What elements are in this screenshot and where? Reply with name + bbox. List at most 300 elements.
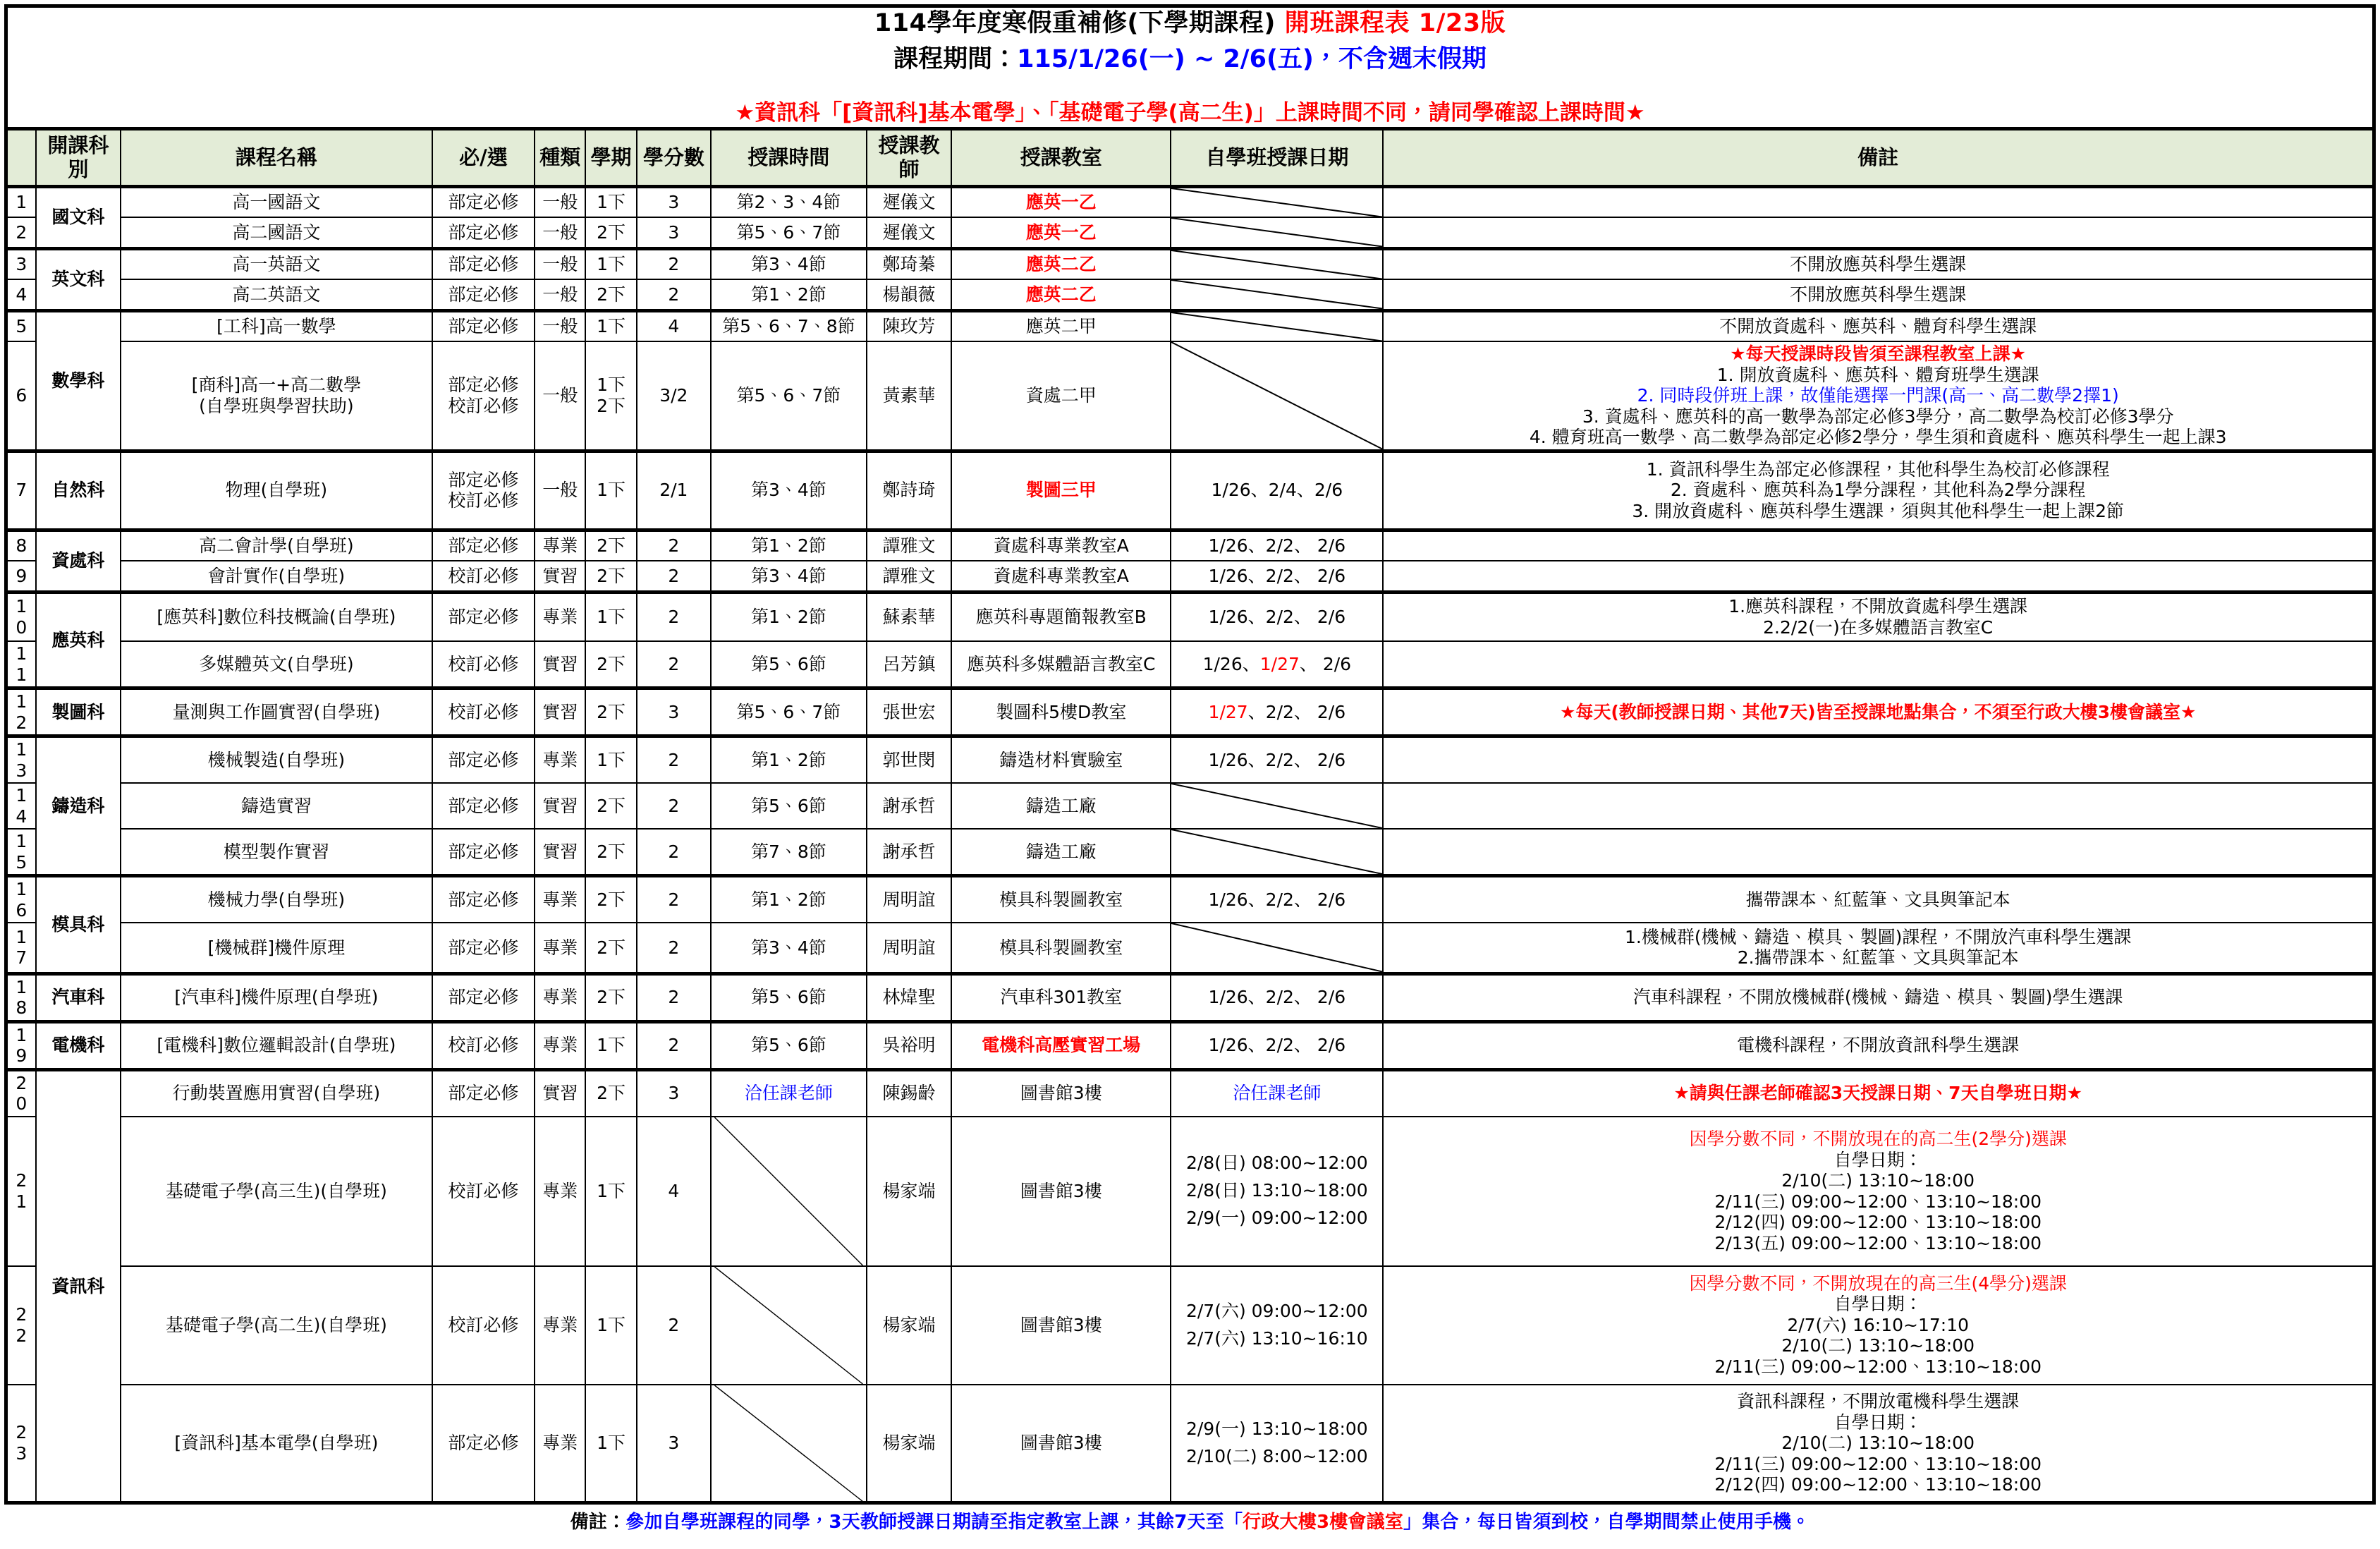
class-time-cell: 第5、6節 xyxy=(711,1021,867,1069)
column-header-class-time: 授課時間 xyxy=(711,129,867,186)
semester-cell: 1下 xyxy=(585,736,636,784)
self-study-dates-cell: 1/26、2/2、 2/6 xyxy=(1171,530,1383,561)
required-elective-cell: 部定必修 xyxy=(432,186,535,217)
table-row xyxy=(6,876,2374,923)
credits-cell: 4 xyxy=(637,310,711,341)
required-elective-cell: 部定必修 xyxy=(432,736,535,784)
course-name-cell: [資訊科]基本電學(自學班) xyxy=(121,1385,432,1503)
column-header-classroom: 授課教室 xyxy=(951,129,1171,186)
row-number: 8 xyxy=(6,530,36,561)
teacher-cell: 鄭琦蓁 xyxy=(867,248,951,279)
category-cell: 實習 xyxy=(535,1069,585,1117)
department-cell xyxy=(36,310,121,451)
remark-line: 不開放應英科學生選課 xyxy=(1790,284,1967,305)
self-study-dates-cell: 洽任課老師 xyxy=(1171,1069,1383,1117)
category-cell: 一般 xyxy=(535,186,585,217)
classroom-cell: 資處科專業教室A xyxy=(951,530,1171,561)
classroom-cell: 模具科製圖教室 xyxy=(951,876,1171,923)
row-number: 5 xyxy=(6,310,36,341)
column-header-required-elective: 必/選 xyxy=(432,129,535,186)
required-elective-cell: 校訂必修 xyxy=(432,1117,535,1266)
credits-cell: 2 xyxy=(637,1266,711,1385)
credits-cell: 2 xyxy=(637,530,711,561)
row-number: 4 xyxy=(6,279,36,310)
semester-cell: 2下 xyxy=(585,688,636,736)
self-study-dates-cell xyxy=(1171,1385,1383,1503)
class-time-cell: 第1、2節 xyxy=(711,876,867,923)
row-number: 16 xyxy=(6,876,36,923)
semester-cell: 2下 xyxy=(585,217,636,248)
title-line-2 xyxy=(11,45,2369,74)
class-time-cell xyxy=(711,1117,867,1266)
title-row xyxy=(6,6,2374,129)
remark-line: 2/13(五) 09:00~12:00、13:10~18:00 xyxy=(1714,1232,2042,1253)
column-header-department: 開課科別 xyxy=(36,129,121,186)
semester-cell: 2下 xyxy=(585,876,636,923)
remark-line: 2/11(三) 09:00~12:00、13:10~18:00 xyxy=(1714,1453,2042,1474)
semester-cell: 2下 xyxy=(585,923,636,973)
class-time-cell: 第7、8節 xyxy=(711,829,867,876)
credits-cell: 2 xyxy=(637,783,711,829)
course-name-cell: 高二國語文 xyxy=(121,217,432,248)
teacher-cell: 陳玫芳 xyxy=(867,310,951,341)
credits-cell: 2 xyxy=(637,1021,711,1069)
category-cell: 專業 xyxy=(535,876,585,923)
classroom-cell: 圖書館3樓 xyxy=(951,1069,1171,1117)
course-name-cell: [汽車科]機件原理(自學班) xyxy=(121,973,432,1021)
required-elective-cell: 部定必修 校訂必修 xyxy=(432,341,535,451)
self-study-dates-cell xyxy=(1171,279,1383,310)
class-time-cell: 第5、6節 xyxy=(711,641,867,688)
footer-text-part: 」集合，每日皆須到校，自學期間禁止使用手機。 xyxy=(1403,1512,1810,1533)
remark-line: 2/7(六) 16:10~17:10 xyxy=(1787,1314,1970,1335)
classroom-cell: 圖書館3樓 xyxy=(951,1385,1171,1503)
class-time-cell: 第5、6、7節 xyxy=(711,341,867,451)
category-cell: 一般 xyxy=(535,217,585,248)
semester-cell: 2下 xyxy=(585,641,636,688)
table-row xyxy=(6,973,2374,1021)
required-elective-cell: 部定必修 xyxy=(432,279,535,310)
category-cell: 一般 xyxy=(535,310,585,341)
classroom-cell: 應英二乙 xyxy=(951,248,1171,279)
self-study-date-part: 1/27 xyxy=(1208,701,1248,722)
self-study-date-line: 2/8(日) 13:10~18:00 xyxy=(1185,1180,1368,1201)
self-study-dates-cell: 1/26、2/2、 2/6 xyxy=(1171,736,1383,784)
classroom-cell: 鑄造工廠 xyxy=(951,783,1171,829)
footer-text-part: 參加自學班課程的同學，3天教師授課日期請至指定教室上課，其餘7天至「 xyxy=(625,1512,1243,1533)
column-header-self-study-dates: 自學班授課日期 xyxy=(1171,129,1383,186)
credits-cell: 4 xyxy=(637,1117,711,1266)
self-study-date-part: 、 2/6 xyxy=(1299,653,1352,674)
row-number: 13 xyxy=(6,736,36,784)
semester-cell: 1下 xyxy=(585,1021,636,1069)
self-study-dates-cell xyxy=(1171,641,1383,688)
department-cell xyxy=(36,451,121,530)
semester-cell: 2下 xyxy=(585,829,636,876)
department-cell xyxy=(36,186,121,248)
class-time-cell: 洽任課老師 xyxy=(711,1069,867,1117)
category-cell: 實習 xyxy=(535,561,585,592)
remark-line: 2/12(四) 09:00~12:00、13:10~18:00 xyxy=(1714,1474,2042,1495)
department-cell xyxy=(36,1021,121,1069)
department-label: 國文科 xyxy=(51,207,105,228)
column-header-no xyxy=(6,129,36,186)
classroom-cell: 圖書館3樓 xyxy=(951,1266,1171,1385)
remark-line: 電機科課程，不開放資訊科學生選課 xyxy=(1737,1035,2020,1056)
teacher-cell: 謝承哲 xyxy=(867,829,951,876)
remarks-cell xyxy=(1383,973,2374,1021)
course-name-cell: 模型製作實習 xyxy=(121,829,432,876)
required-elective-cell: 部定必修 xyxy=(432,310,535,341)
required-elective-cell: 部定必修 校訂必修 xyxy=(432,451,535,530)
semester-cell: 1下 2下 xyxy=(585,341,636,451)
table-row xyxy=(6,1117,2374,1266)
self-study-dates-cell xyxy=(1171,341,1383,451)
required-elective-cell: 部定必修 xyxy=(432,248,535,279)
credits-cell: 2 xyxy=(637,876,711,923)
teacher-cell: 蘇素華 xyxy=(867,592,951,641)
category-cell: 專業 xyxy=(535,1385,585,1503)
classroom-cell: 應英二乙 xyxy=(951,279,1171,310)
course-schedule-table xyxy=(4,4,2376,1505)
column-header-teacher: 授課教師 xyxy=(867,129,951,186)
class-time-cell: 第3、4節 xyxy=(711,923,867,973)
remarks-cell xyxy=(1383,451,2374,530)
remarks-cell xyxy=(1383,279,2374,310)
remarks-cell xyxy=(1383,592,2374,641)
table-row xyxy=(6,1385,2374,1503)
credits-cell: 3 xyxy=(637,688,711,736)
classroom-cell: 圖書館3樓 xyxy=(951,1117,1171,1266)
self-study-dates-cell xyxy=(1171,923,1383,973)
remarks-cell xyxy=(1383,248,2374,279)
course-name-cell: 行動裝置應用實習(自學班) xyxy=(121,1069,432,1117)
self-study-date-line: 2/8(日) 08:00~12:00 xyxy=(1185,1153,1368,1174)
remarks-cell xyxy=(1383,1021,2374,1069)
row-number: 7 xyxy=(6,451,36,530)
class-time-cell: 第5、6節 xyxy=(711,973,867,1021)
semester-cell: 1下 xyxy=(585,1385,636,1503)
credits-cell: 3 xyxy=(637,217,711,248)
required-elective-cell: 校訂必修 xyxy=(432,1021,535,1069)
classroom-cell: 應英科多媒體語言教室C xyxy=(951,641,1171,688)
self-study-date-line: 2/7(六) 09:00~12:00 xyxy=(1185,1300,1368,1321)
department-label: 英文科 xyxy=(51,269,105,290)
column-header-semester: 學期 xyxy=(585,129,636,186)
table-row xyxy=(6,1266,2374,1385)
self-study-dates-cell xyxy=(1171,783,1383,829)
required-elective-cell: 部定必修 xyxy=(432,592,535,641)
department-label: 資處科 xyxy=(51,550,105,571)
table-row xyxy=(6,279,2374,310)
remarks-cell xyxy=(1383,736,2374,784)
table-row xyxy=(6,736,2374,784)
semester-cell: 1下 xyxy=(585,310,636,341)
footer-text-part: 行政大樓3樓會議室 xyxy=(1243,1512,1404,1533)
self-study-dates-cell: 1/26、2/2、 2/6 xyxy=(1171,876,1383,923)
remark-line: 1.機械群(機械、鑄造、模具、製圖)課程，不開放汽車科學生選課 xyxy=(1624,926,2132,947)
self-study-dates-cell: 1/26、2/2、 2/6 xyxy=(1171,1021,1383,1069)
self-study-date-line: 2/10(二) 8:00~12:00 xyxy=(1185,1445,1368,1466)
classroom-cell: 應英一乙 xyxy=(951,217,1171,248)
semester-cell: 2下 xyxy=(585,530,636,561)
remark-line: 自學日期： xyxy=(1833,1149,1922,1170)
remark-line: 因學分數不同，不開放現在的高三生(4學分)選課 xyxy=(1689,1272,2067,1294)
category-cell: 一般 xyxy=(535,279,585,310)
remark-line: 自學日期： xyxy=(1833,1294,1922,1315)
department-cell xyxy=(36,876,121,974)
remark-line: 攜帶課本、紅藍筆、文具與筆記本 xyxy=(1745,889,2010,910)
department-label: 模具科 xyxy=(51,914,105,935)
remark-line: 2/10(二) 13:10~18:00 xyxy=(1781,1335,1975,1356)
self-study-date-part: 1/26、 xyxy=(1202,653,1260,674)
row-number: 23 xyxy=(6,1385,36,1503)
required-elective-cell: 部定必修 xyxy=(432,1385,535,1503)
class-time-cell: 第5、6、7節 xyxy=(711,217,867,248)
classroom-cell: 鑄造材料實驗室 xyxy=(951,736,1171,784)
teacher-cell: 楊家端 xyxy=(867,1266,951,1385)
column-header-remarks: 備註 xyxy=(1383,129,2374,186)
department-cell xyxy=(36,688,121,736)
remark-line: 因學分數不同，不開放現在的高二生(2學分)選課 xyxy=(1689,1129,2067,1150)
classroom-cell: 應英科專題簡報教室B xyxy=(951,592,1171,641)
title-main-text: 114學年度寒假重補修(下學期課程) xyxy=(874,9,1276,37)
category-cell: 一般 xyxy=(535,341,585,451)
remarks-cell xyxy=(1383,341,2374,451)
self-study-dates-cell: 1/26、2/4、2/6 xyxy=(1171,451,1383,530)
semester-cell: 2下 xyxy=(585,973,636,1021)
remarks-cell xyxy=(1383,530,2374,561)
course-name-cell: 基礎電子學(高二生)(自學班) xyxy=(121,1266,432,1385)
remark-line: 2/11(三) 09:00~12:00、13:10~18:00 xyxy=(1714,1356,2042,1377)
required-elective-cell: 校訂必修 xyxy=(432,641,535,688)
course-name-cell: 機械力學(自學班) xyxy=(121,876,432,923)
remarks-cell xyxy=(1383,876,2374,923)
category-cell: 實習 xyxy=(535,641,585,688)
class-time-cell: 第3、4節 xyxy=(711,248,867,279)
course-name-cell: 高二英語文 xyxy=(121,279,432,310)
row-number: 22 xyxy=(6,1266,36,1385)
remark-line: 3. 開放資處科、應英科學生選課，須與其他科學生一起上課2節 xyxy=(1632,500,2125,521)
table-row xyxy=(6,530,2374,561)
remark-line: 4. 體育班高一數學、高二數學為部定必修2學分，學生須和資處科、應英科學生一起上課3 xyxy=(1529,427,2227,448)
course-name-cell: [應英科]數位科技概論(自學班) xyxy=(121,592,432,641)
course-name-cell: [電機科]數位邏輯設計(自學班) xyxy=(121,1021,432,1069)
department-label: 鑄造科 xyxy=(51,795,105,816)
classroom-cell: 鑄造工廠 xyxy=(951,829,1171,876)
remark-line: 不開放資處科、應英科、體育科學生選課 xyxy=(1719,316,2037,337)
row-number: 14 xyxy=(6,783,36,829)
table-row xyxy=(6,641,2374,688)
course-schedule-sheet xyxy=(0,4,2380,1549)
semester-cell: 1下 xyxy=(585,1117,636,1266)
department-label: 電機科 xyxy=(51,1035,105,1056)
remarks-cell xyxy=(1383,641,2374,688)
classroom-cell: 應英二甲 xyxy=(951,310,1171,341)
self-study-date-part: 1/27 xyxy=(1259,653,1300,674)
course-name-cell: 鑄造實習 xyxy=(121,783,432,829)
footer-label: 備註： xyxy=(570,1512,626,1533)
teacher-cell: 謝承哲 xyxy=(867,783,951,829)
remark-line: 2/12(四) 09:00~12:00、13:10~18:00 xyxy=(1714,1212,2042,1233)
semester-cell: 2下 xyxy=(585,1069,636,1117)
credits-cell: 3/2 xyxy=(637,341,711,451)
footer-note xyxy=(4,1507,2376,1533)
table-row xyxy=(6,923,2374,973)
department-cell xyxy=(36,736,121,876)
row-number: 6 xyxy=(6,341,36,451)
department-cell xyxy=(36,1069,121,1503)
self-study-date-line: 2/7(六) 13:10~16:10 xyxy=(1185,1328,1368,1349)
credits-cell: 2 xyxy=(637,736,711,784)
teacher-cell: 鄭詩琦 xyxy=(867,451,951,530)
remark-line: 汽車科課程，不開放機械群(機械、鑄造、模具、製圖)學生選課 xyxy=(1633,987,2123,1008)
remarks-cell xyxy=(1383,310,2374,341)
required-elective-cell: 部定必修 xyxy=(432,876,535,923)
remarks-cell xyxy=(1383,1385,2374,1503)
department-label: 製圖科 xyxy=(51,701,105,722)
required-elective-cell: 部定必修 xyxy=(432,530,535,561)
table-row xyxy=(6,248,2374,279)
teacher-cell: 黃素華 xyxy=(867,341,951,451)
remark-line: 2/11(三) 09:00~12:00、13:10~18:00 xyxy=(1714,1191,2042,1212)
self-study-dates-cell xyxy=(1171,186,1383,217)
column-header-category: 種類 xyxy=(535,129,585,186)
class-time-cell xyxy=(711,1266,867,1385)
table-row xyxy=(6,829,2374,876)
required-elective-cell: 部定必修 xyxy=(432,217,535,248)
table-row xyxy=(6,783,2374,829)
classroom-cell: 製圖三甲 xyxy=(951,451,1171,530)
table-row xyxy=(6,561,2374,592)
course-name-cell: 會計實作(自學班) xyxy=(121,561,432,592)
teacher-cell: 楊家端 xyxy=(867,1117,951,1266)
course-name-cell: 多媒體英文(自學班) xyxy=(121,641,432,688)
column-header-course-name: 課程名稱 xyxy=(121,129,432,186)
department-cell xyxy=(36,248,121,310)
remarks-cell xyxy=(1383,217,2374,248)
title-warning-note: ★資訊科「[資訊科]基本電學」、「基礎電子學(高二生)」上課時間不同，請同學確認上課時間★ xyxy=(735,99,1645,126)
department-label: 數學科 xyxy=(51,370,105,391)
teacher-cell: 周明誼 xyxy=(867,876,951,923)
required-elective-cell: 校訂必修 xyxy=(432,688,535,736)
credits-cell: 2 xyxy=(637,973,711,1021)
remarks-cell xyxy=(1383,688,2374,736)
course-name-cell: 高二會計學(自學班) xyxy=(121,530,432,561)
self-study-dates-cell xyxy=(1171,1266,1383,1385)
remarks-cell xyxy=(1383,561,2374,592)
teacher-cell: 楊家端 xyxy=(867,1385,951,1503)
course-name-cell: 高一國語文 xyxy=(121,186,432,217)
credits-cell: 2/1 xyxy=(637,451,711,530)
self-study-dates-cell xyxy=(1171,829,1383,876)
credits-cell: 2 xyxy=(637,279,711,310)
category-cell: 專業 xyxy=(535,973,585,1021)
remark-line: 2/10(二) 13:10~18:00 xyxy=(1781,1170,1975,1191)
department-cell xyxy=(36,592,121,688)
class-time-cell: 第3、4節 xyxy=(711,561,867,592)
remark-line: 2/10(二) 13:10~18:00 xyxy=(1781,1433,1975,1454)
self-study-dates-cell xyxy=(1171,1117,1383,1266)
row-number: 12 xyxy=(6,688,36,736)
classroom-cell: 電機科高壓實習工場 xyxy=(951,1021,1171,1069)
teacher-cell: 遲儀文 xyxy=(867,186,951,217)
category-cell: 實習 xyxy=(535,829,585,876)
row-number: 19 xyxy=(6,1021,36,1069)
required-elective-cell: 部定必修 xyxy=(432,923,535,973)
class-time-cell: 第1、2節 xyxy=(711,592,867,641)
category-cell: 專業 xyxy=(535,592,585,641)
category-cell: 專業 xyxy=(535,1117,585,1266)
remark-line: 資訊科課程，不開放電機科學生選課 xyxy=(1737,1391,2020,1412)
department-cell xyxy=(36,530,121,592)
course-name-cell: [機械群]機件原理 xyxy=(121,923,432,973)
remark-line: ★每天授課時段皆須至課程教室上課★ xyxy=(1730,344,2027,365)
row-number: 15 xyxy=(6,829,36,876)
self-study-dates-cell xyxy=(1171,688,1383,736)
self-study-date-part: 、2/2、 2/6 xyxy=(1247,701,1346,722)
credits-cell: 2 xyxy=(637,923,711,973)
credits-cell: 2 xyxy=(637,592,711,641)
department-label: 汽車科 xyxy=(51,987,105,1008)
course-name-cell: 物理(自學班) xyxy=(121,451,432,530)
remarks-cell xyxy=(1383,1069,2374,1117)
credits-cell: 2 xyxy=(637,561,711,592)
self-study-dates-cell xyxy=(1171,310,1383,341)
course-name-cell: [工科]高一數學 xyxy=(121,310,432,341)
remarks-cell xyxy=(1383,1266,2374,1385)
remark-line: 1. 開放資處科、應英科、體育班學生選課 xyxy=(1716,364,2039,385)
credits-cell: 2 xyxy=(637,641,711,688)
remark-line: 自學日期： xyxy=(1833,1411,1922,1433)
self-study-dates-cell: 1/26、2/2、 2/6 xyxy=(1171,561,1383,592)
required-elective-cell: 校訂必修 xyxy=(432,1266,535,1385)
title-block xyxy=(6,6,2374,129)
self-study-dates-cell xyxy=(1171,217,1383,248)
remark-line: 1. 資訊科學生為部定必修課程，其他科學生為校訂必修課程 xyxy=(1646,458,2110,480)
course-name-cell: 機械製造(自學班) xyxy=(121,736,432,784)
category-cell: 專業 xyxy=(535,1266,585,1385)
teacher-cell: 陳錫齡 xyxy=(867,1069,951,1117)
required-elective-cell: 部定必修 xyxy=(432,829,535,876)
remark-line: 2.攜帶課本、紅藍筆、文具與筆記本 xyxy=(1737,947,2019,968)
teacher-cell: 譚雅文 xyxy=(867,530,951,561)
row-number: 3 xyxy=(6,248,36,279)
teacher-cell: 呂芳鎮 xyxy=(867,641,951,688)
title-version-text: 開班課程表 1/23版 xyxy=(1284,9,1506,37)
remarks-cell xyxy=(1383,783,2374,829)
course-period-value: 115/1/26(一) ~ 2/6(五)，不含週末假期 xyxy=(1017,45,1487,74)
row-number: 20 xyxy=(6,1069,36,1117)
classroom-cell: 汽車科301教室 xyxy=(951,973,1171,1021)
class-time-cell: 第5、6節 xyxy=(711,783,867,829)
class-time-cell: 第3、4節 xyxy=(711,451,867,530)
teacher-cell: 吳裕明 xyxy=(867,1021,951,1069)
classroom-cell: 應英一乙 xyxy=(951,186,1171,217)
class-time-cell: 第1、2節 xyxy=(711,736,867,784)
row-number: 18 xyxy=(6,973,36,1021)
teacher-cell: 張世宏 xyxy=(867,688,951,736)
teacher-cell: 周明誼 xyxy=(867,923,951,973)
self-study-date-line: 2/9(一) 13:10~18:00 xyxy=(1185,1419,1368,1440)
row-number: 2 xyxy=(6,217,36,248)
class-time-cell: 第1、2節 xyxy=(711,530,867,561)
category-cell: 專業 xyxy=(535,923,585,973)
credits-cell: 3 xyxy=(637,186,711,217)
classroom-cell: 資處科專業教室A xyxy=(951,561,1171,592)
semester-cell: 2下 xyxy=(585,783,636,829)
remarks-cell xyxy=(1383,829,2374,876)
